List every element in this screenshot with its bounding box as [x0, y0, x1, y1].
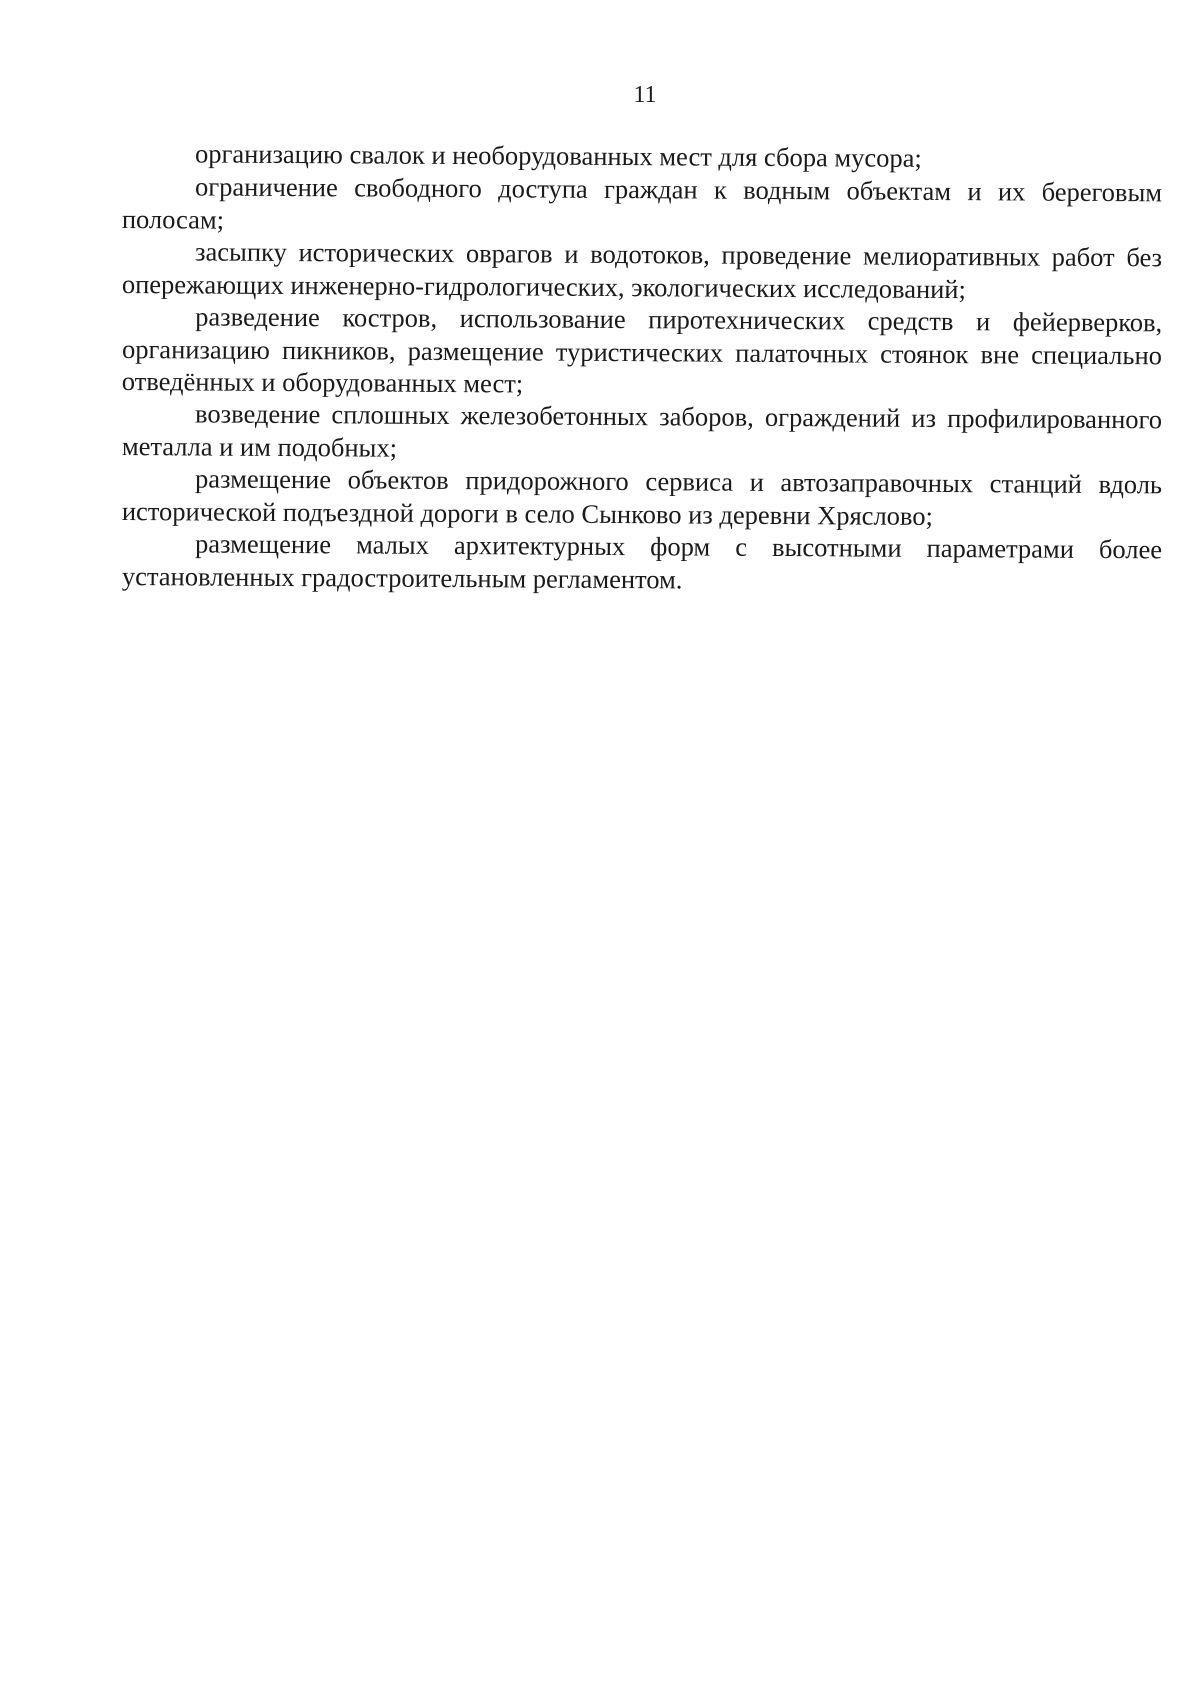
paragraph-water-access: ограничение свободного доступа граждан к водным объектам и их береговым полосам;: [121, 170, 1163, 234]
paragraph-roadside-service: размещение объектов придорожного сервиса и автозаправочных станций вдоль исторической подъездной дороги в село Сынково из деревни Хряслово;: [121, 463, 1163, 531]
paragraph-fences: возведение сплошных железобетонных заборов, ограждений из профилированного металла и им подобных;: [121, 398, 1163, 463]
page-number: 11: [633, 82, 657, 108]
paragraph-dump-sites: организацию свалок и необорудованных мест для сбора мусора;: [194, 138, 922, 173]
paragraph-campfires: разведение костров, использование пиротехнических средств и фейерверков, организацию пикников, размещение туристических палаточных стоянок вне специально отведённых и оборудованных мест;: [121, 300, 1163, 398]
document-body: [122, 137, 1162, 592]
paragraph-small-architecture: размещение малых архитектурных форм с высотными параметрами более установленных градостроительным регламентом.: [121, 528, 1163, 594]
paragraph-ravine-filling: засыпку исторических оврагов и водотоков, проведение мелиоративных работ без опережающих инженерно-гидрологических, экологических исследований;: [121, 235, 1163, 304]
